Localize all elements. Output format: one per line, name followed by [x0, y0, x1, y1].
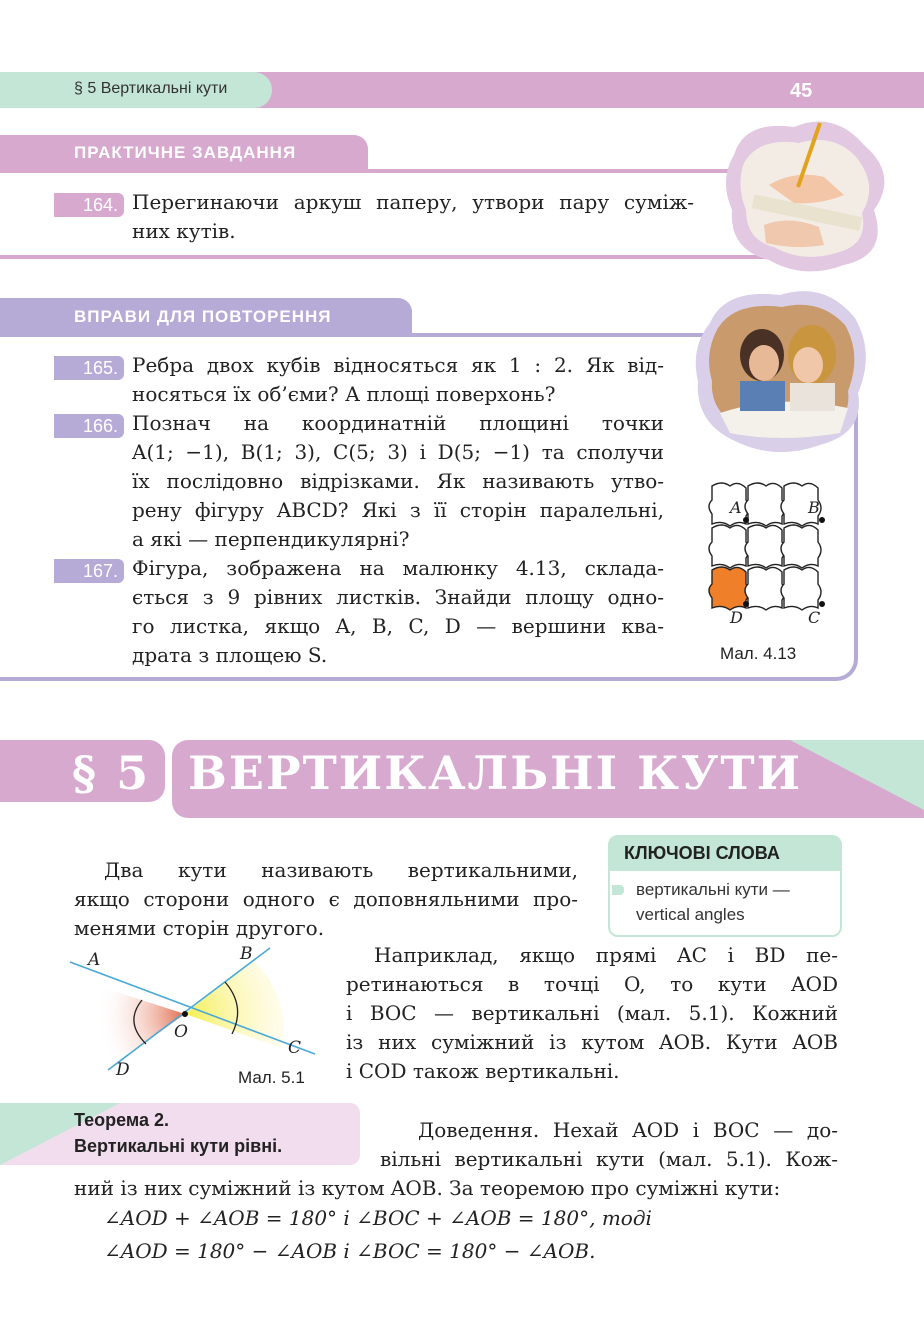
task-line: їх послідовно відрізками. Як називають утво-	[132, 469, 664, 493]
vertical-angles-figure	[60, 940, 330, 1085]
task-line: драта з площею S.	[132, 643, 328, 667]
writing-photo	[724, 115, 890, 275]
figure-caption: Мал. 5.1	[238, 1068, 305, 1087]
leaf-label-b: B	[808, 498, 820, 517]
practical-label: ПРАКТИЧНЕ ЗАВДАННЯ	[74, 143, 297, 162]
keyword-line: vertical angles	[636, 905, 745, 924]
example-line: і BOC — вертикальні (мал. 5.1). Кожний	[346, 1001, 838, 1025]
definition-line: Два кути називають вертикальними,	[104, 858, 578, 882]
task-line: Ребра двох кубів відносяться як 1 : 2. Як від-	[132, 353, 664, 377]
task-line: рену фігуру ABCD? Які з її сторін паралельні,	[132, 498, 664, 522]
section-number: § 5	[72, 746, 151, 800]
students-photo	[690, 283, 870, 458]
formula-2: ∠AOD = 180° − ∠AOB і ∠BOC = 180° − ∠AOB.	[104, 1239, 596, 1263]
task-number: 164.	[54, 193, 124, 217]
example-line: ретинаються в точці O, то кути AOD	[346, 972, 838, 996]
practical-bottom-line	[0, 255, 770, 259]
task-line: A(1; −1), B(1; 3), C(5; 3) і D(5; −1) та сполучи	[132, 440, 664, 464]
example-line: із них суміжний із кутом AOB. Кути AOB	[346, 1030, 838, 1054]
task-line: Познач на координатній площині точки	[132, 411, 664, 435]
page-number: 45	[790, 80, 813, 102]
task-line: а які — перпендикулярні?	[132, 527, 410, 551]
header-section-title: § 5 Вертикальні кути	[74, 80, 228, 97]
task-number: 167.	[54, 559, 124, 583]
example-line: і COD також вертикальні.	[346, 1059, 620, 1083]
task-line: Фігура, зображена на малюнку 4.13, склада-	[132, 556, 664, 580]
formula-1: ∠AOD + ∠AOB = 180° і ∠BOC + ∠AOB = 180°, тоді	[104, 1206, 652, 1230]
task-number: 165.	[54, 356, 124, 380]
angle-label-a: A	[88, 950, 101, 970]
angle-label-b: B	[240, 944, 253, 964]
theorem-statement: Вертикальні кути рівні.	[74, 1136, 283, 1156]
task-line: го листка, якщо A, B, C, D — вершини ква-	[132, 614, 664, 638]
angle-label-o: O	[174, 1022, 188, 1042]
leaf-label-d: D	[730, 608, 743, 627]
section-corner-accent	[790, 740, 924, 810]
task-line: них кутів.	[132, 219, 236, 243]
definition-line: якщо сторони одного є доповняльними про-	[74, 887, 578, 911]
task-line: Перегинаючи аркуш паперу, утвори пару суміж-	[132, 190, 694, 214]
proof-line: вільні вертикальні кути (мал. 5.1). Кож-	[380, 1147, 838, 1171]
angle-label-c: C	[288, 1038, 302, 1058]
section-title: ВЕРТИКАЛЬНІ КУТИ	[188, 746, 803, 800]
angle-label-d: D	[116, 1060, 130, 1080]
keyword-marker	[612, 885, 624, 895]
proof-line: ний із них суміжний із кутом AOB. За теоремою про суміжні кути:	[74, 1176, 781, 1200]
keywords-heading: КЛЮЧОВІ СЛОВА	[624, 843, 780, 863]
example-line: Наприклад, якщо прямі AC і BD пе-	[374, 943, 838, 967]
review-label: ВПРАВИ ДЛЯ ПОВТОРЕННЯ	[74, 307, 332, 326]
task-line: ється з 9 рівних листків. Знайди площу одно-	[132, 585, 664, 609]
proof-line: Доведення. Нехай AOD і BOC — до-	[418, 1118, 838, 1142]
keyword-line: вертикальні кути —	[636, 880, 790, 899]
figure-caption: Мал. 4.13	[720, 644, 797, 663]
leaf-label-c: C	[808, 608, 821, 627]
leaf-label-a: A	[730, 498, 742, 517]
task-line: носяться їх об’єми? А площі поверхонь?	[132, 382, 556, 406]
theorem-title: Теорема 2.	[74, 1110, 169, 1130]
task-number: 166.	[54, 414, 124, 438]
definition-line: менями сторін другого.	[74, 916, 325, 940]
practical-top-line	[0, 169, 730, 173]
